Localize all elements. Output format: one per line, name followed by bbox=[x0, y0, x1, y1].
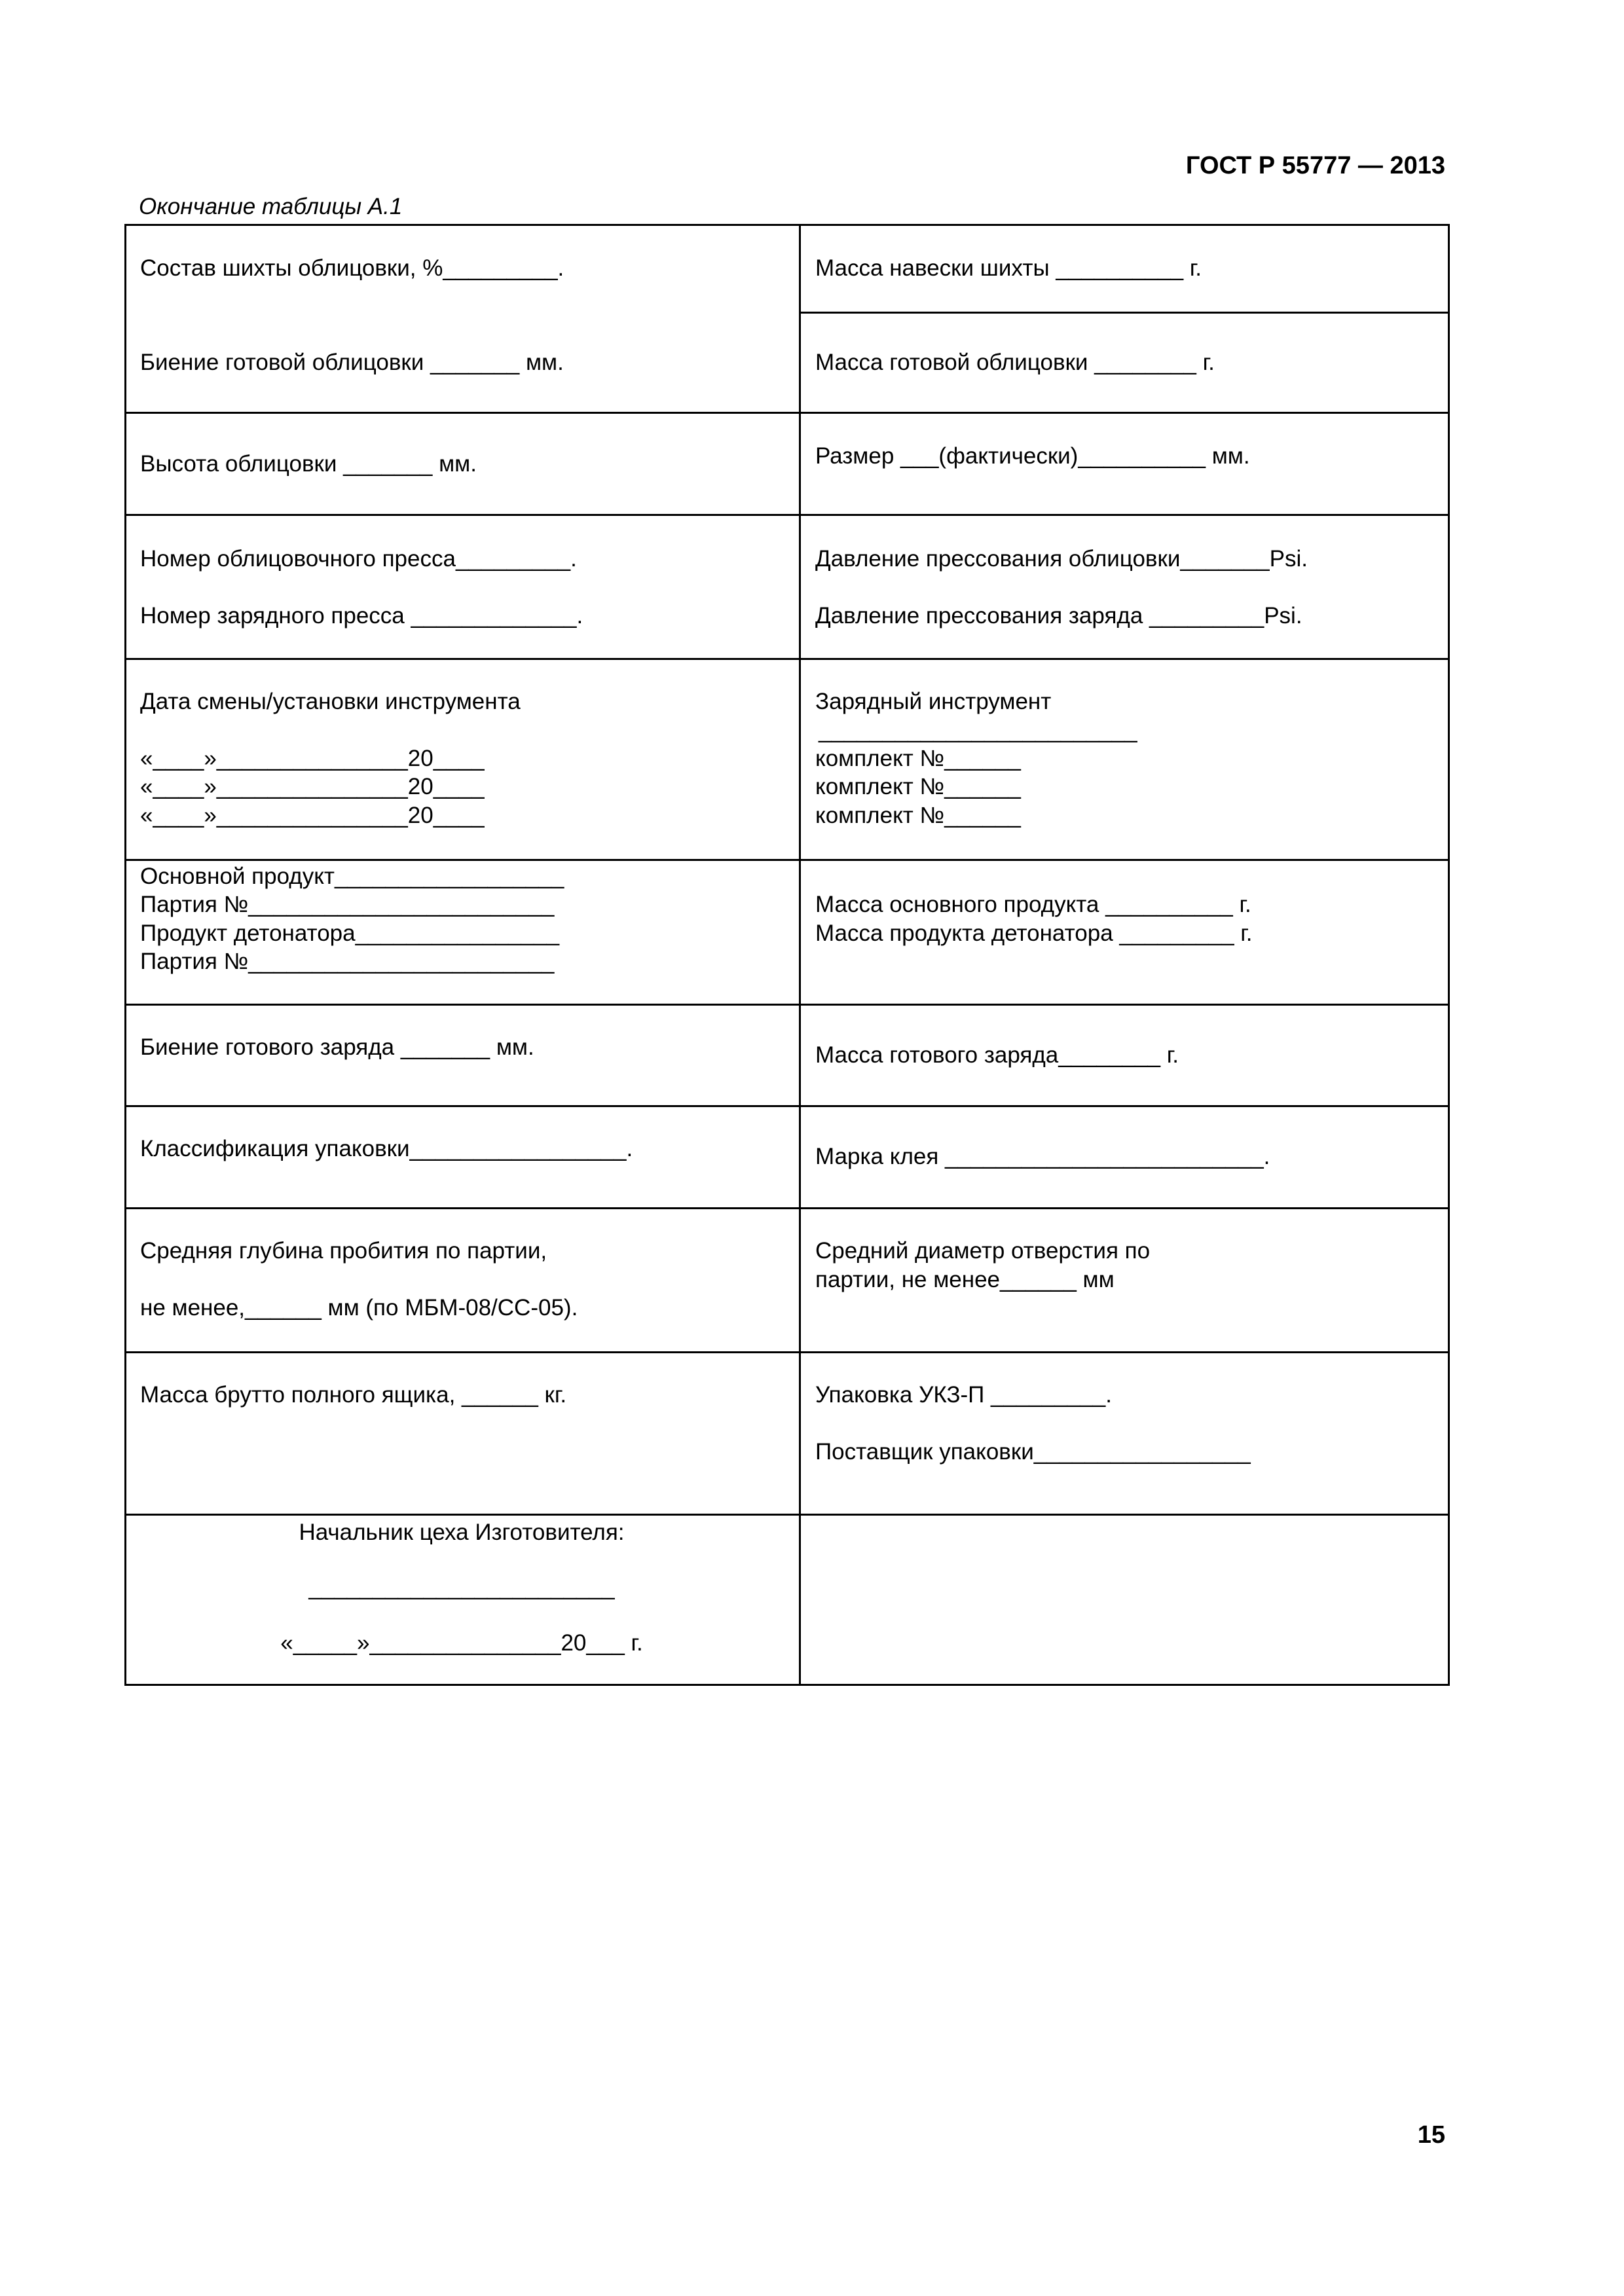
cell-detonator-product-mass: Масса продукта детонатора _________ г. bbox=[815, 920, 1253, 946]
cell-main-product-mass: Масса основного продукта __________ г. bbox=[815, 892, 1251, 917]
cell-tool-change-date-title: Дата смены/установки инструмента bbox=[140, 689, 521, 714]
cell-lining-runout: Биение готовой облицовки _______ мм. bbox=[140, 350, 564, 375]
cell-tool-change-date-line: «____»_______________20____ bbox=[140, 774, 485, 799]
cell-workshop-head-title: Начальник цеха Изготовителя: bbox=[299, 1520, 625, 1545]
row-divider bbox=[124, 412, 1450, 414]
cell-lining-mass: Масса готовой облицовки ________ г. bbox=[815, 350, 1215, 375]
table-caption: Окончание таблицы А.1 bbox=[139, 194, 403, 219]
cell-tool-change-date-line: «____»_______________20____ bbox=[140, 803, 485, 828]
row-divider bbox=[124, 1514, 1450, 1516]
document-header: ГОСТ Р 55777 — 2013 bbox=[1185, 152, 1445, 179]
column-divider bbox=[799, 224, 801, 1686]
cell-main-product: Основной продукт__________________ bbox=[140, 864, 564, 889]
cell-workshop-head-signature: ________________________ bbox=[308, 1575, 615, 1600]
cell-lining-mix-composition: Состав шихты облицовки, %_________. bbox=[140, 255, 564, 281]
cell-tool-kit-number: комплект №______ bbox=[815, 803, 1021, 828]
cell-detonator-product-lot: Партия №________________________ bbox=[140, 949, 555, 974]
row-divider bbox=[124, 658, 1450, 660]
cell-hole-diameter-value: партии, не менее______ мм bbox=[815, 1267, 1115, 1292]
cell-hole-diameter: Средний диаметр отверстия по bbox=[815, 1238, 1151, 1264]
cell-lining-height: Высота облицовки _______ мм. bbox=[140, 451, 477, 477]
row-divider bbox=[124, 859, 1450, 861]
row-divider bbox=[124, 1004, 1450, 1006]
row-divider bbox=[124, 1105, 1450, 1107]
cell-charge-press-pressure: Давление прессования заряда _________Psi. bbox=[815, 603, 1302, 629]
cell-lining-press-number: Номер облицовочного пресса_________. bbox=[140, 546, 577, 572]
cell-detonator-product: Продукт детонатора________________ bbox=[140, 920, 560, 946]
row-divider bbox=[799, 312, 1450, 314]
cell-packaging-classification: Классификация упаковки_________________. bbox=[140, 1136, 633, 1161]
form-table bbox=[124, 224, 1450, 1686]
cell-lining-press-pressure: Давление прессования облицовки_______Psi. bbox=[815, 546, 1308, 572]
cell-workshop-head-date: «_____»_______________20___ г. bbox=[280, 1630, 643, 1656]
row-divider bbox=[124, 514, 1450, 516]
cell-packaging-supplier: Поставщик упаковки_________________ bbox=[815, 1439, 1251, 1465]
cell-charge-tool-blank: _________________________ bbox=[819, 718, 1137, 743]
row-divider bbox=[124, 1351, 1450, 1353]
cell-ukz-packaging: Упаковка УКЗ-П _________. bbox=[815, 1382, 1112, 1408]
cell-gross-box-mass: Масса брутто полного ящика, ______ кг. bbox=[140, 1382, 567, 1408]
cell-actual-size: Размер ___(фактически)__________ мм. bbox=[815, 443, 1250, 469]
cell-penetration-depth-value: не менее,______ мм (по МБМ-08/СС-05). bbox=[140, 1295, 578, 1321]
cell-charge-tool-title: Зарядный инструмент bbox=[815, 689, 1052, 714]
cell-tool-change-date-line: «____»_______________20____ bbox=[140, 746, 485, 771]
page-number: 15 bbox=[1417, 2121, 1445, 2149]
cell-charge-mass: Масса готового заряда________ г. bbox=[815, 1042, 1179, 1068]
cell-charge-runout: Биение готового заряда _______ мм. bbox=[140, 1034, 534, 1060]
cell-charge-press-number: Номер зарядного пресса _____________. bbox=[140, 603, 583, 629]
row-divider bbox=[124, 1207, 1450, 1209]
cell-tool-kit-number: комплект №______ bbox=[815, 774, 1021, 799]
cell-penetration-depth: Средняя глубина пробития по партии, bbox=[140, 1238, 547, 1264]
cell-mix-sample-mass: Масса навески шихты __________ г. bbox=[815, 255, 1202, 281]
cell-glue-brand: Марка клея _________________________. bbox=[815, 1144, 1270, 1169]
cell-tool-kit-number: комплект №______ bbox=[815, 746, 1021, 771]
cell-main-product-lot: Партия №________________________ bbox=[140, 892, 555, 917]
